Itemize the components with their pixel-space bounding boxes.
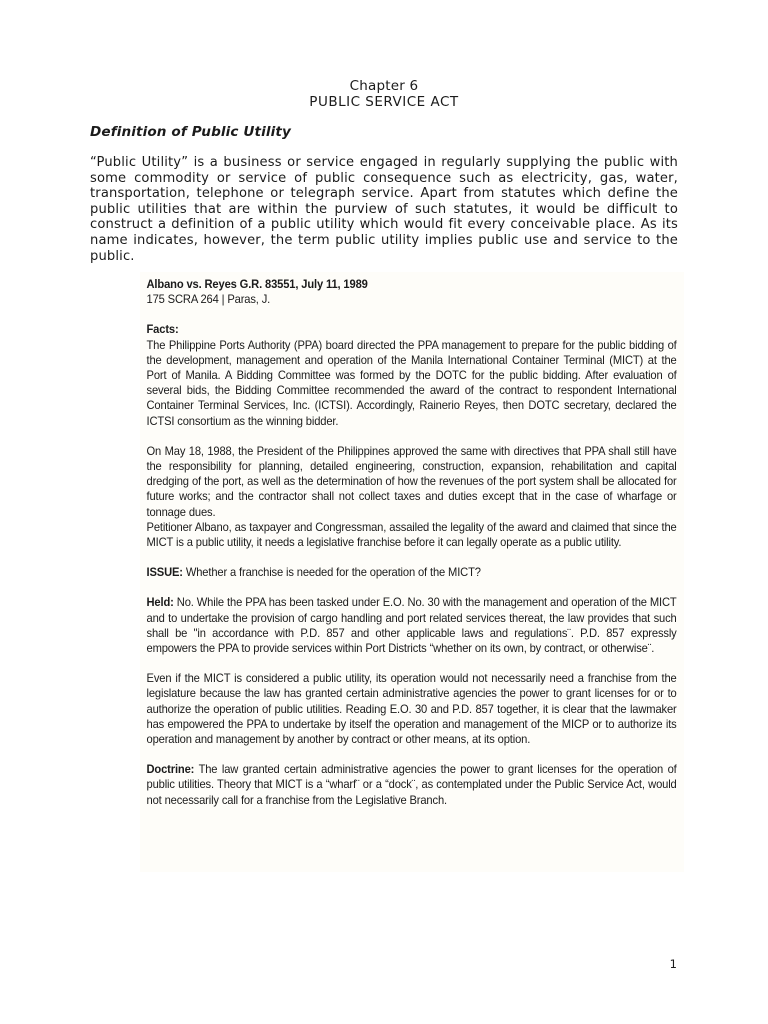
section-heading: Definition of Public Utility <box>90 124 291 140</box>
chapter-heading <box>0 79 768 110</box>
held-text: No. While the PPA has been tasked under E.O. No. 30 with the management and operation of the MICT and to undertake the provision of cargo handling and port related services thereat, the law provides that such shall be "in accordance with P.D. 857 and other applicable laws and regulations¨. P.D. 857 expressly empowers the PPA to provide services within Port Districts “whether on its own, by contract, or otherwise¨. <box>146 595 677 656</box>
chapter-title: PUBLIC SERVICE ACT <box>309 94 459 110</box>
held-label: Held: <box>146 595 174 610</box>
issue-text: Whether a franchise is needed for the operation of the MICT? <box>182 565 481 580</box>
page-number: 1 <box>669 957 677 971</box>
intro-paragraph: “Public Utility” is a business or service engaged in regularly supplying the public with some commodity or service of public consequence such as electricity, gas, water, transportation, telephone or telegraph service. Apart from statutes which define the public utilities that are within the purview of such statutes, it would be difficult to construct a definition of a public utility which would fit every conceivable place. As its name indicates, however, the term public utility implies public use and service to the public. <box>90 155 678 264</box>
held-paragraph-2: Even if the MICT is considered a public utility, its operation would not necessarily need a franchise from the legislature because the law has granted certain administrative agencies the power to grant licenses for or to authorize the operation of public utilities. Reading E.O. 30 and P.D. 857 together, it is clear that the lawmaker has empowered the PPA to undertake by itself the operation and management of the MICP or to authorize its operation and management by another by contract or other means, at its option. <box>146 671 677 747</box>
case-digest-box <box>140 272 684 872</box>
doctrine-paragraph <box>147 762 677 808</box>
facts-paragraph: Petitioner Albano, as taxpayer and Congressman, assailed the legality of the award and claimed that since the MICT is a public utility, it needs a legislative franchise before it can legally operate as a public utility. <box>146 519 677 550</box>
doctrine-label: Doctrine: <box>146 762 195 777</box>
case-title: Albano vs. Reyes G.R. 83551, July 11, 1989 <box>146 277 368 291</box>
held-paragraph <box>147 595 677 656</box>
issue-label: ISSUE: <box>146 565 183 580</box>
facts-label: Facts: <box>146 322 179 337</box>
chapter-label: Chapter 6 <box>349 78 419 94</box>
facts-paragraph: On May 18, 1988, the President of the Philippines approved the same with directives that PPA shall still have the responsibility for planning, detailed engineering, construction, expansion, rehabilitation and capital dredging of the port, as well as the determination of how the revenues of the port system shall be allocated for future works; and the contractor shall not collect taxes and duties except that in the case of wharfage or tonnage dues. <box>146 443 677 519</box>
facts-paragraph: The Philippine Ports Authority (PPA) board directed the PPA management to prepare for the public bidding of the development, management and operation of the Manila International Container Terminal (MICT) at the Port of Manila. A Bidding Committee was formed by the DOTC for the public bidding. After evaluation of several bids, the Bidding Committee recommended the award of the contract to respondent International Container Terminal Services, Inc. (ICTSI). Accordingly, Rainerio Reyes, then DOTC secretary, declared the ICTSI consortium as the winning bidder. <box>146 337 677 428</box>
case-citation: 175 SCRA 264 | Paras, J. <box>146 292 271 307</box>
doctrine-text: The law granted certain administrative agencies the power to grant licenses for the operation of public utilities. Theory that MICT is a “wharf¨ or a “dock¨, as contemplated under the Public Service Act, would not necessarily call for a franchise from the Legislative Branch. <box>146 762 677 807</box>
issue-paragraph <box>147 565 677 580</box>
